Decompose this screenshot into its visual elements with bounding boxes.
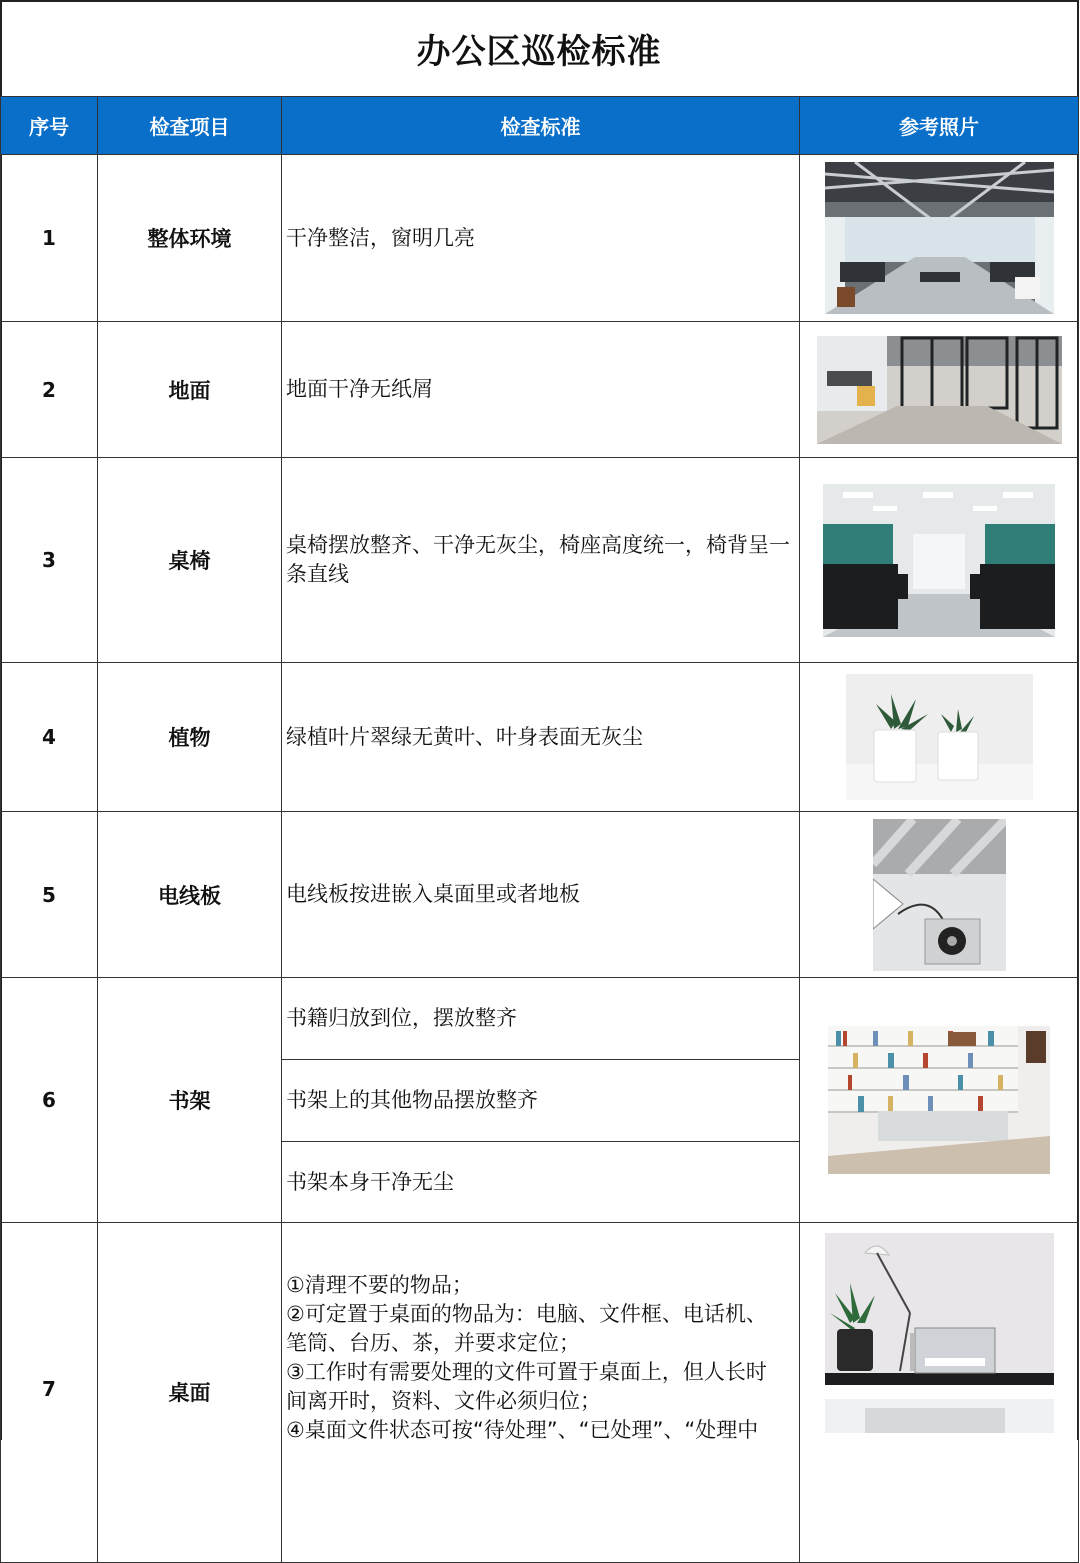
office-overview-photo	[825, 162, 1054, 314]
check-standard: 桌椅摆放整齐、干净无灰尘，椅座高度统一，椅背呈一条直线	[282, 458, 800, 663]
desk-workspace-photo	[825, 1233, 1054, 1433]
header-photo: 参考照片	[800, 97, 1079, 155]
header-no: 序号	[1, 97, 98, 155]
table-row	[1, 322, 1079, 458]
check-standard: 书架上的其他物品摆放整齐	[282, 1060, 800, 1142]
check-item: 植物	[98, 663, 282, 812]
row-number: 2	[1, 322, 98, 458]
standard-line: 笔筒、台历、茶，并要求定位；	[286, 1331, 580, 1355]
check-item: 地面	[98, 322, 282, 458]
check-standard: 干净整洁，窗明几亮	[282, 155, 800, 322]
standard-line: 间离开时，资料、文件必须归位；	[286, 1389, 601, 1413]
sheet-title: 办公区巡检标准	[416, 31, 662, 72]
row-number: 5	[1, 812, 98, 978]
check-item: 桌面	[98, 1223, 282, 1563]
standard-line: ③工作时有需要处理的文件可置于桌面上，但人长时	[286, 1360, 767, 1384]
office-desks-chairs-photo	[823, 484, 1055, 637]
table-row	[1, 812, 1079, 978]
check-item: 桌椅	[98, 458, 282, 663]
office-floor-photo	[817, 336, 1062, 444]
table-row	[1, 155, 1079, 322]
potted-plants-photo	[846, 674, 1033, 800]
check-standard: 电线板按进嵌入桌面里或者地板	[282, 812, 800, 978]
check-item: 整体环境	[98, 155, 282, 322]
check-standard	[282, 1223, 800, 1563]
header-row	[1, 97, 1079, 155]
table-row	[1, 458, 1079, 663]
inspection-table	[0, 96, 1079, 1563]
header-standard: 检查标准	[282, 97, 800, 155]
row-number: 7	[1, 1223, 98, 1563]
check-standard: 书籍归放到位，摆放整齐	[282, 978, 800, 1060]
check-item: 书架	[98, 978, 282, 1223]
row-number: 4	[1, 663, 98, 812]
table-row	[1, 1223, 1079, 1563]
table-row	[1, 978, 1079, 1060]
floor-socket-photo	[873, 819, 1006, 971]
standard-line: ②可定置于桌面的物品为：电脑、文件框、电话机、	[286, 1302, 767, 1326]
standard-line: ①清理不要的物品；	[286, 1273, 473, 1297]
check-standard: 地面干净无纸屑	[282, 322, 800, 458]
header-item: 检查项目	[98, 97, 282, 155]
table-row	[1, 663, 1079, 812]
check-standard: 绿植叶片翠绿无黄叶、叶身表面无灰尘	[282, 663, 800, 812]
bookshelf-photo	[828, 1026, 1050, 1174]
row-number: 6	[1, 978, 98, 1223]
row-number: 1	[1, 155, 98, 322]
row-number: 3	[1, 458, 98, 663]
standard-line: ④桌面文件状态可按“待处理”、“已处理”、“处理中	[286, 1418, 759, 1442]
check-standard: 书架本身干净无尘	[282, 1142, 800, 1223]
check-item: 电线板	[98, 812, 282, 978]
